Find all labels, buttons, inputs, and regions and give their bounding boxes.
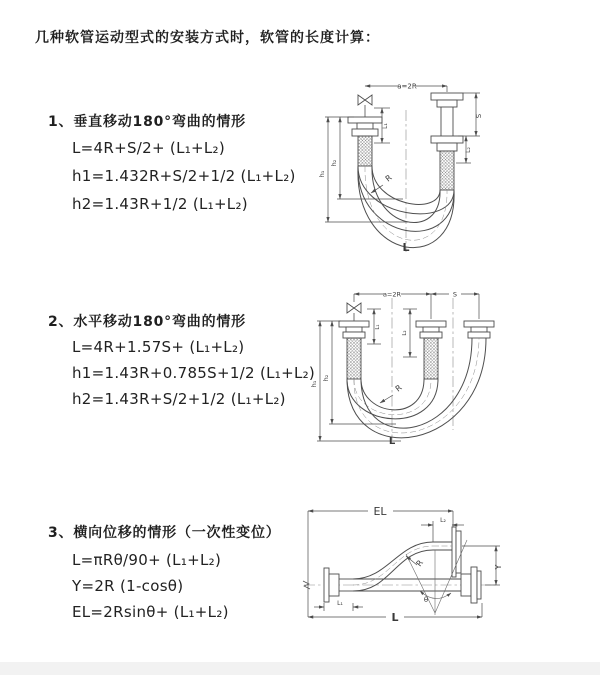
length-label: L <box>402 241 410 254</box>
right-conn-label: L₂ <box>465 147 472 153</box>
diagram-horizontal-180-bend <box>306 282 571 458</box>
section-3-formula-EL: EL=2Rsinθ+ (L₁+L₂) <box>72 603 229 621</box>
section-3-formula-Y: Y=2R (1-cosθ) <box>72 577 184 595</box>
mid-conn-label: L₂ <box>402 330 408 336</box>
valve-icon <box>347 303 361 313</box>
section-1-formula-L: L=4R+S/2+ (L₁+L₂) <box>72 139 226 157</box>
h-outer-label: h₁ <box>310 380 318 388</box>
top-width-label: a=2R <box>382 290 402 299</box>
radius-label: R <box>393 383 404 394</box>
left-pipe-fitting <box>339 321 369 379</box>
left-conn-label: L₁ <box>337 600 343 607</box>
length-label: L <box>388 436 396 447</box>
left-pipe-fitting <box>348 117 382 166</box>
section-2-formula-h2: h2=1.43R+S/2+1/2 (L₁+L₂) <box>72 390 286 408</box>
scan-bottom-edge <box>0 662 600 675</box>
section-3-heading: 3、横向位移的情形（一次性变位） <box>48 525 281 541</box>
section-1-formula-h2: h2=1.43R+1/2 (L₁+L₂) <box>72 195 248 213</box>
left-conn-label: L₁ <box>375 324 381 330</box>
stroke-label: S <box>452 290 458 299</box>
page-title: 几种软管运动型式的安装方式时，软管的长度计算： <box>35 30 380 46</box>
middle-pipe-fitting <box>416 321 446 379</box>
h-inner-label: h₂ <box>322 374 330 382</box>
top-width-label: a=2R <box>397 82 417 91</box>
radius-label: R <box>383 173 394 184</box>
dimension-EL <box>308 511 453 617</box>
hose-loops <box>347 338 486 438</box>
radius-label: R <box>414 558 426 569</box>
length-label: L <box>391 611 399 624</box>
left-conn-label: L₁ <box>382 123 389 129</box>
section-1-heading: 1、垂直移动180°弯曲的情形 <box>48 114 246 130</box>
angle-label: θ <box>423 596 429 604</box>
section-1-formula-h1: h1=1.432R+S/2+1/2 (L₁+L₂) <box>72 167 296 185</box>
diagram-lateral-displacement <box>296 497 588 659</box>
extended-length-label: EL <box>373 505 387 518</box>
section-2-heading: 2、水平移动180°弯曲的情形 <box>48 314 246 330</box>
offset-label: Y <box>494 564 503 570</box>
right-pipe-fitting <box>431 93 463 190</box>
stroke-label: S <box>475 113 483 119</box>
h-inner-label: h₂ <box>330 159 338 167</box>
section-2-formula-L: L=4R+1.57S+ (L₁+L₂) <box>72 338 245 356</box>
right-pipe-fitting <box>464 321 494 338</box>
valve-icon <box>358 95 372 105</box>
radius-leader <box>380 395 393 403</box>
top-flange <box>433 527 461 577</box>
h-outer-label: h₁ <box>318 170 326 178</box>
top-conn-label: L₂ <box>440 517 446 524</box>
section-2-formula-h1: h1=1.43R+0.785S+1/2 (L₁+L₂) <box>72 364 316 382</box>
section-3-formula-L: L=πRθ/90+ (L₁+L₂) <box>72 551 222 569</box>
diagram-vertical-180-bend <box>308 70 558 266</box>
